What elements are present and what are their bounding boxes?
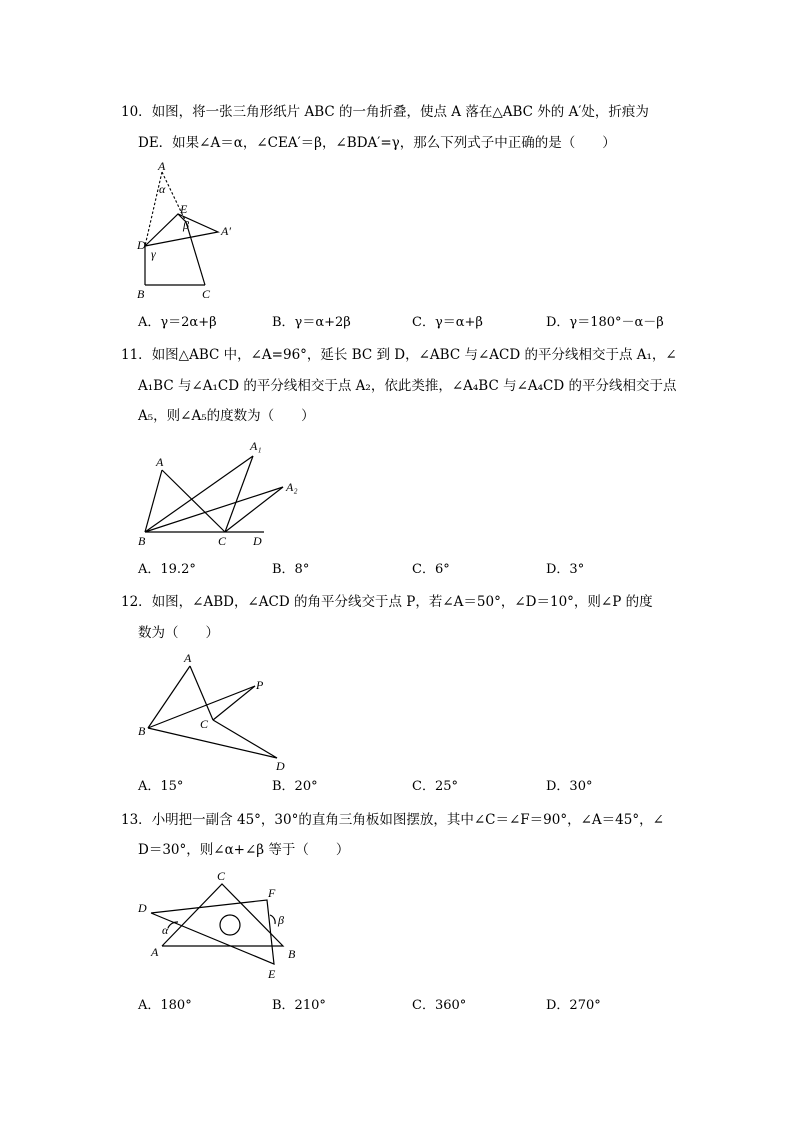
label-D: D — [138, 901, 147, 915]
label-A: A — [184, 651, 192, 665]
label-beta: β — [183, 218, 189, 232]
label-A2: A₂ — [286, 480, 298, 494]
label-B: B — [138, 724, 146, 738]
q12-option-c[interactable]: C．25° — [412, 779, 458, 794]
q12-option-a[interactable]: A．15° — [138, 779, 184, 794]
question-11-line-3: A₅，则∠A₅的度数为（ ） — [138, 408, 315, 424]
label-gamma: γ — [151, 247, 156, 261]
label-B: B — [137, 287, 145, 301]
q11-option-a[interactable]: A．19.2° — [138, 562, 196, 577]
label-E: E — [268, 967, 276, 981]
label-F: F — [268, 886, 276, 900]
label-A1: A₁ — [250, 439, 262, 453]
q11-option-d[interactable]: D．3° — [546, 562, 585, 577]
q12-option-d[interactable]: D．30° — [546, 779, 593, 794]
label-alpha: α — [162, 923, 169, 937]
question-10-line-1: 10．如图，将一张三角形纸片 ABC 的一角折叠，使点 A 落在△ABC 外的 A′处，折痕为 — [121, 104, 649, 120]
question-12-line-2: 数为（ ） — [138, 625, 219, 641]
q11-option-b[interactable]: B．8° — [272, 562, 310, 577]
label-D: D — [253, 534, 262, 548]
q11-option-c[interactable]: C．6° — [412, 562, 450, 577]
label-P: P — [256, 678, 264, 692]
q13-option-a[interactable]: A．180° — [138, 998, 192, 1013]
label-B: B — [138, 534, 146, 548]
label-C: C — [217, 869, 226, 883]
question-11-line-1: 11．如图△ABC 中，∠A=96°，延长 BC 到 D，∠ABC 与∠ACD 的平分线相交于点 A₁，∠ — [121, 347, 677, 363]
question-11-line-2: A₁BC 与∠A₁CD 的平分线相交于点 A₂，依此类推，∠A₄BC 与∠A₄CD 的平分线相交于点 — [138, 378, 677, 394]
label-C: C — [202, 287, 211, 301]
q10-option-d[interactable]: D．γ＝180°－α－β — [546, 315, 664, 330]
question-10-line-2: DE．如果∠A＝α，∠CEA′＝β，∠BDA′=γ，那么下列式子中正确的是（ ） — [138, 135, 616, 151]
label-A: A — [158, 159, 166, 173]
label-A: A — [151, 945, 159, 959]
question-12-line-1: 12．如图，∠ABD，∠ACD 的角平分线交于点 P，若∠A＝50°，∠D＝10°，则∠P 的度 — [121, 594, 653, 610]
label-beta: β — [278, 913, 284, 927]
label-B: B — [288, 947, 296, 961]
q10-option-b[interactable]: B．γ＝α+2β — [272, 315, 351, 330]
q12-option-b[interactable]: B．20° — [272, 779, 318, 794]
label-alpha: α — [159, 182, 166, 196]
label-C: C — [218, 534, 227, 548]
label-D: D — [137, 238, 146, 252]
question-13-line-1: 13．小明把一副含 45°，30°的直角三角板如图摆放，其中∠C＝∠F＝90°，∠A＝45°，∠ — [121, 812, 664, 828]
label-A-prime: A′ — [221, 224, 231, 238]
label-C: C — [200, 717, 209, 731]
q13-option-b[interactable]: B．210° — [272, 998, 326, 1013]
label-A: A — [156, 455, 164, 469]
label-D: D — [276, 759, 285, 773]
q10-option-a[interactable]: A．γ＝2α+β — [138, 315, 217, 330]
q13-option-d[interactable]: D．270° — [546, 998, 601, 1013]
label-E: E — [180, 202, 188, 216]
q10-option-c[interactable]: C．γ＝α+β — [412, 315, 483, 330]
q13-option-c[interactable]: C．360° — [412, 998, 467, 1013]
question-13-line-2: D＝30°，则∠α+∠β 等于（ ） — [138, 842, 350, 858]
